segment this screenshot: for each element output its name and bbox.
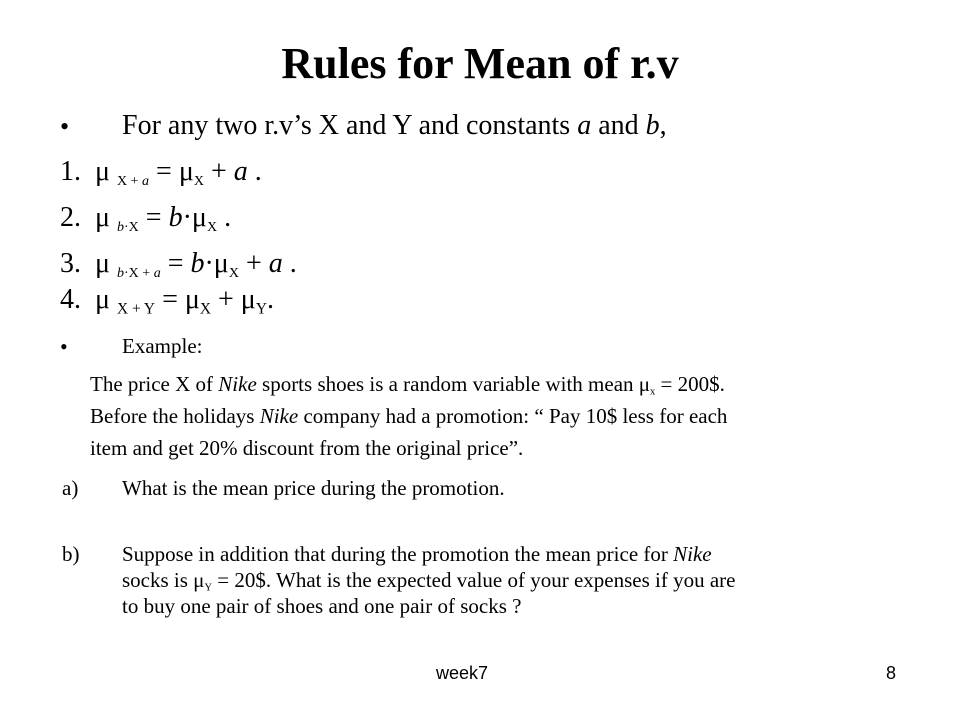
question-b-label: b) [62,542,80,566]
question-b-line-1: Suppose in addition that during the promotion the mean price for Nike [122,542,712,566]
example-line-3: item and get 20% discount from the original price”. [90,436,524,460]
rule-3: 3. μ $_{b\cdot X + a} = b\cdot\mu_X + a$ . [60,248,297,281]
example-line-1: The price X of Nike sports shoes is a random variable with mean $\mu_x$ = 200$. [90,372,725,398]
rule-1: 1. μ $_{X + a} = \mu_X + a$ . [60,156,262,189]
example-label: Example: [122,334,203,358]
question-a-label: a) [62,476,79,500]
question-b-line-2: socks is $\mu_Y$ = 20$. What is the expected value of your expenses if you are [122,568,736,594]
question-b-line-3: to buy one pair of shoes and one pair of socks ? [122,594,522,618]
question-a-text: What is the mean price during the promotion. [122,476,505,500]
slide-title: Rules for Mean of r.v [281,39,679,88]
example-line-2: Before the holidays Nike company had a promotion: “ Pay 10$ less for each [90,404,728,428]
footer-week: week7 [436,663,489,683]
example-bullet: • [60,334,68,359]
rule-4: 4. μ X + Y = μX + μY. [60,284,274,318]
intro-bullet: • [60,112,70,141]
intro-text: For any two r.v’s X and Y and constants a and b, [122,110,667,141]
page-number: 8 [886,663,897,683]
rule-2: 2. μ $_{b\cdot X} = b\cdot\mu_X$ . [60,202,232,235]
